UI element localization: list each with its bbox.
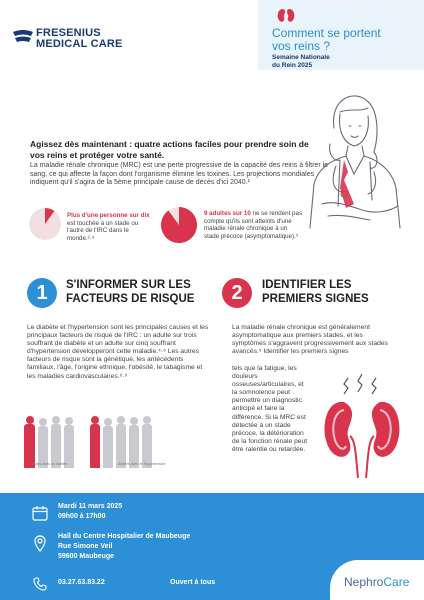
section-1-title-line1: S'INFORMER SUR LES <box>66 279 191 291</box>
caption-hypertension: Adultes avec de l'hypertension <box>118 462 166 466</box>
section-1-number: 1 <box>27 278 57 308</box>
calendar-icon <box>32 505 48 521</box>
event-place-1: Hall du Centre Hospitalier de Maubeuge <box>58 533 191 540</box>
event-phone: 03.27.63.83.22 <box>58 579 105 586</box>
intro-lead: Agissez dès maintenant : quatre actions faciles pour prendre soin de vos reins et protéger votre santé. <box>30 139 309 160</box>
stat-pie-2 <box>160 206 198 244</box>
nephrocare-part2: Care <box>383 575 410 589</box>
header-question-2: vos reins ? <box>272 39 331 53</box>
logo-line1: FRESENIUS <box>36 27 101 39</box>
section-2-body-top: La maladie rénale chronique est généralement asymptomatique aux premiers stades, et les symptômes s'aggravent progressivement aux stades avancés.⁵ Identifier les premiers signes <box>232 324 388 356</box>
header-week-1: Semaine Nationale <box>272 54 330 61</box>
kidneys-icon <box>276 8 296 24</box>
stat-1-text: est touchée à un stade ou l'autre de l'IRC dans le monde.²·⁴ <box>67 219 139 242</box>
header-box <box>258 0 424 70</box>
stat-1 <box>67 212 151 242</box>
event-time: 09h00 à 17h00 <box>58 513 106 520</box>
section-2-title-line2: PREMIERS SIGNES <box>262 293 369 305</box>
section-2-number: 2 <box>222 278 252 308</box>
people-illustration <box>22 408 212 468</box>
section-2-body-column: tels que la fatigue, les douleurs osseuses/articulaires, et la somnolence peut permettre un diagnostic anticipé et faire la différence. Si la MRC est détectée à un stade précoce, la détérioration de la fonction rénale peut être ralentie ou retardée. <box>232 365 308 453</box>
header-question-1: Comment se portent <box>272 26 381 40</box>
event-place-3: 59600 Maubeuge <box>58 553 115 560</box>
nephrocare-part1: Nephro <box>344 575 384 589</box>
nephrocare-panel <box>330 560 424 600</box>
kidneys-illustration <box>314 370 410 482</box>
logo-icon <box>12 28 34 48</box>
section-1-body: Le diabète et l'hypertension sont les principales causes et les principaux facteurs de risque de l'IRC : un adulte sur trois souffrant de diabète et un adulte sur cinq souffrant d'hypertension développeront cette maladie.⁴·⁵ Les autres facteurs de risque sont la génétique, les antécédents familiaux, l'âge, l'origine ethnique, l'obésité, le tabagisme et les maladies cardiovasculaires.⁶·⁹ <box>27 324 209 380</box>
caption-diabetes: Adultes avec du diabète <box>30 462 68 466</box>
event-open: Ouvert à tous <box>170 579 216 586</box>
stat-2-bold: 9 adultes sur 10 <box>204 210 251 217</box>
phone-icon <box>33 577 47 591</box>
event-place-2: Rue Simone Veil <box>58 543 113 550</box>
stat-1-bold: Plus d'une personne sur dix <box>67 212 150 219</box>
event-date: Mardi 11 mars 2025 <box>58 503 123 510</box>
nephrocare-logo <box>344 576 409 589</box>
location-pin-icon <box>34 535 46 552</box>
section-1-title-line2: FACTEURS DE RISQUE <box>66 293 195 305</box>
header-week-2: du Rein 2025 <box>272 62 313 69</box>
stat-pie-1 <box>28 207 62 241</box>
logo-line2: MEDICAL CARE <box>36 38 123 50</box>
stat-2 <box>204 210 304 240</box>
stat-2-text: ne se rendent pas compte qu'ils sont atteints d'une maladie rénale chronique à un stade précoce (asymptomatique).⁵ <box>204 210 303 240</box>
section-2-title-line1: IDENTIFIER LES <box>262 279 352 291</box>
intro-paragraph: La maladie rénale chronique (MRC) est une perte progressive de la capacité des reins à filtrer le sang, ce qui affecte la façon dont l'organisme élimine les toxines. Les projections mondiales indiquent qu'il s'agira de la 5ème principale cause de décès d'ici 2040.¹ <box>30 162 329 187</box>
